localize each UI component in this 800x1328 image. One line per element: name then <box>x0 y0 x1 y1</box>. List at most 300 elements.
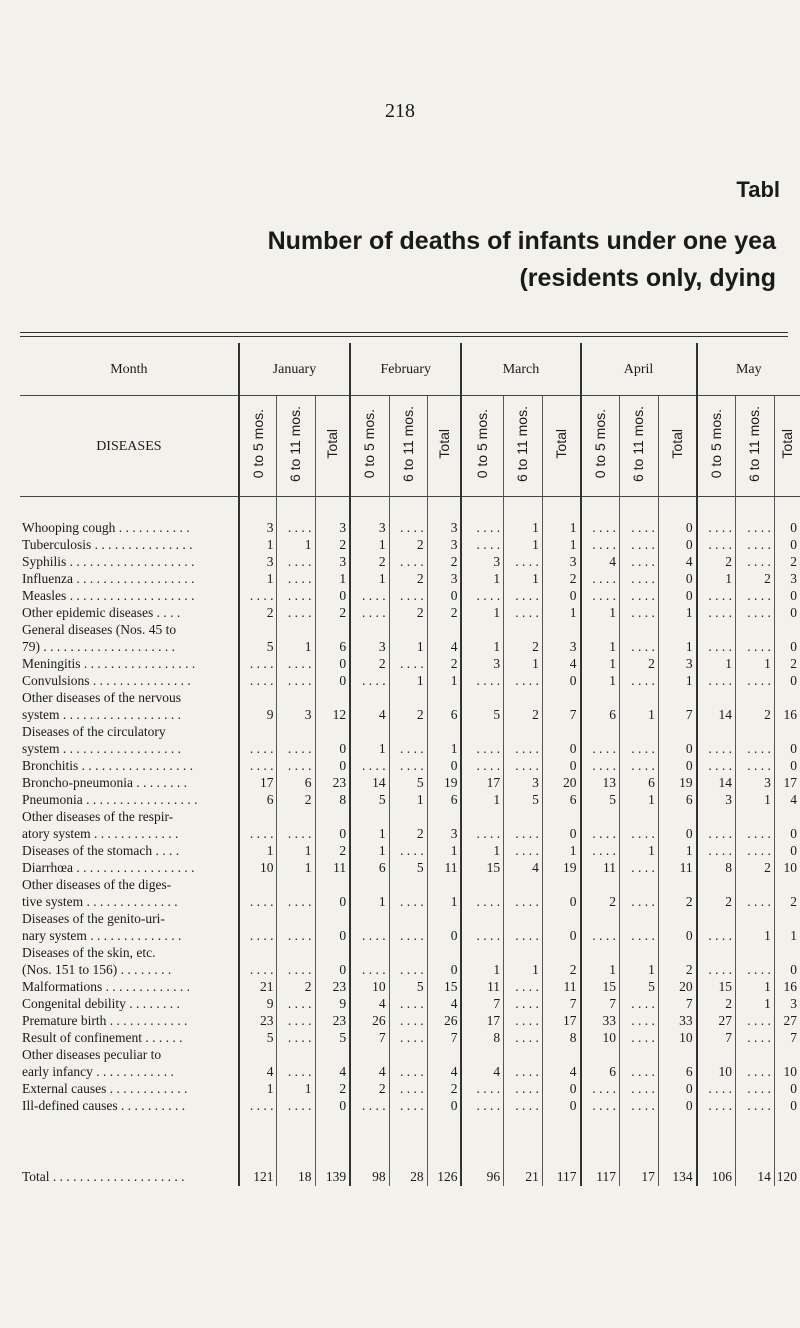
cell-value: 8 <box>461 1029 503 1046</box>
cell-value: 1 <box>581 655 620 672</box>
cell-value: . . . . <box>389 1080 427 1097</box>
cell-value: 96 <box>461 1166 503 1186</box>
sub-header-label: Total <box>552 429 569 459</box>
cell-value <box>461 876 503 893</box>
cell-value <box>620 723 659 740</box>
cell-value: 1 <box>542 536 580 553</box>
sub-header <box>581 396 620 497</box>
cell-value: 0 <box>774 587 800 604</box>
sub-header <box>504 396 543 497</box>
cell-value <box>581 910 620 927</box>
cell-value: 1 <box>697 570 736 587</box>
cell-value: 1 <box>581 604 620 621</box>
cell-value: . . . . <box>620 995 659 1012</box>
cell-value: 3 <box>277 706 315 723</box>
cell-value: 1 <box>504 536 543 553</box>
cell-value: . . . . <box>581 570 620 587</box>
cell-value: 7 <box>542 995 580 1012</box>
cell-value: . . . . <box>350 927 389 944</box>
cell-value: 15 <box>697 978 736 995</box>
cell-value: . . . . <box>239 825 277 842</box>
cell-value: 0 <box>542 757 580 774</box>
cell-value: 2 <box>350 1080 389 1097</box>
cell-value <box>389 689 427 706</box>
cell-value: . . . . <box>736 1097 775 1114</box>
cell-value: 6 <box>239 791 277 808</box>
cell-value: 0 <box>542 672 580 689</box>
cell-value <box>658 689 696 706</box>
cell-value: 3 <box>239 519 277 536</box>
cell-value: . . . . <box>389 740 427 757</box>
cell-value <box>697 944 736 961</box>
cell-value <box>774 944 800 961</box>
cell-value: 0 <box>315 587 350 604</box>
cell-value: 5 <box>504 791 543 808</box>
cell-value: . . . . <box>581 825 620 842</box>
cell-value: 1 <box>736 927 775 944</box>
cell-value <box>697 808 736 825</box>
cell-value <box>389 944 427 961</box>
cell-value: . . . . <box>389 842 427 859</box>
cell-value: . . . . <box>697 519 736 536</box>
cell-value: 5 <box>581 791 620 808</box>
cell-value: 2 <box>697 553 736 570</box>
cell-value: . . . . <box>461 927 503 944</box>
cell-value: . . . . <box>461 519 503 536</box>
sub-header <box>736 396 775 497</box>
table-row <box>20 859 800 876</box>
cell-value: . . . . <box>736 740 775 757</box>
cell-value: 15 <box>427 978 461 995</box>
cell-value: 0 <box>658 519 696 536</box>
cell-value: 10 <box>239 859 277 876</box>
cell-value: . . . . <box>620 1029 659 1046</box>
cell-value: 6 <box>427 706 461 723</box>
table-row <box>20 655 800 672</box>
cell-value: 26 <box>350 1012 389 1029</box>
sub-header <box>277 396 315 497</box>
cell-value: . . . . <box>736 842 775 859</box>
cell-value: . . . . <box>504 825 543 842</box>
cell-value: . . . . <box>350 587 389 604</box>
cell-value: 5 <box>389 859 427 876</box>
cell-value: . . . . <box>697 1080 736 1097</box>
cell-value: 15 <box>461 859 503 876</box>
cell-value <box>658 723 696 740</box>
cell-value: . . . . <box>239 655 277 672</box>
cell-value: 0 <box>542 825 580 842</box>
cell-value: . . . . <box>389 1012 427 1029</box>
cell-value: 0 <box>315 893 350 910</box>
cell-value: 2 <box>620 655 659 672</box>
cell-value: . . . . <box>620 1097 659 1114</box>
cell-value: 6 <box>658 1063 696 1080</box>
cell-value: 1 <box>427 672 461 689</box>
cell-value: 8 <box>697 859 736 876</box>
cell-value: 10 <box>774 859 800 876</box>
cell-value: 1 <box>277 859 315 876</box>
table-row <box>20 553 800 570</box>
cell-value: 0 <box>542 587 580 604</box>
cell-value <box>620 689 659 706</box>
cell-value: 117 <box>581 1166 620 1186</box>
disease-name: Diseases of the circulatory <box>20 723 239 740</box>
cell-value <box>736 1046 775 1063</box>
cell-value: 6 <box>658 791 696 808</box>
cell-value: 4 <box>461 1063 503 1080</box>
cell-value: 1 <box>461 961 503 978</box>
disease-name: Other epidemic diseases . . . . <box>20 604 239 621</box>
table-row <box>20 995 800 1012</box>
table-row <box>20 706 800 723</box>
cell-value: 2 <box>427 553 461 570</box>
cell-value: 2 <box>315 536 350 553</box>
sub-header-label: Total <box>323 429 340 459</box>
cell-value: 0 <box>774 672 800 689</box>
cell-value: . . . . <box>389 519 427 536</box>
sub-header <box>542 396 580 497</box>
table-row <box>20 1097 800 1114</box>
cell-value: . . . . <box>277 757 315 774</box>
cell-value: 1 <box>427 893 461 910</box>
cell-value: . . . . <box>504 927 543 944</box>
cell-value: . . . . <box>620 1080 659 1097</box>
cell-value: . . . . <box>620 1063 659 1080</box>
cell-value <box>461 723 503 740</box>
cell-value: 0 <box>774 536 800 553</box>
cell-value: . . . . <box>620 825 659 842</box>
cell-value: 2 <box>427 1080 461 1097</box>
table-row <box>20 961 800 978</box>
cell-value: 3 <box>427 825 461 842</box>
cell-value: . . . . <box>620 672 659 689</box>
cell-value <box>277 689 315 706</box>
table-row <box>20 944 800 961</box>
cell-value: . . . . <box>389 893 427 910</box>
cell-value: 23 <box>315 978 350 995</box>
cell-value: 17 <box>620 1166 659 1186</box>
cell-value: . . . . <box>620 859 659 876</box>
cell-value: 4 <box>350 995 389 1012</box>
cell-value: 16 <box>774 978 800 995</box>
sub-header <box>697 396 736 497</box>
cell-value: 17 <box>542 1012 580 1029</box>
cell-value: . . . . <box>736 638 775 655</box>
cell-value: 8 <box>315 791 350 808</box>
cell-value <box>277 910 315 927</box>
disease-name: system . . . . . . . . . . . . . . . . . . <box>20 706 239 723</box>
cell-value: 15 <box>581 978 620 995</box>
cell-value: . . . . <box>350 1097 389 1114</box>
cell-value: 17 <box>239 774 277 791</box>
cell-value: . . . . <box>736 825 775 842</box>
cell-value <box>774 876 800 893</box>
cell-value: 2 <box>774 553 800 570</box>
cell-value: 7 <box>697 1029 736 1046</box>
cell-value: . . . . <box>239 1097 277 1114</box>
cell-value: . . . . <box>697 757 736 774</box>
cell-value: 0 <box>658 536 696 553</box>
cell-value: 10 <box>697 1063 736 1080</box>
table-row <box>20 604 800 621</box>
cell-value: 1 <box>350 842 389 859</box>
month-header: Month <box>20 343 239 396</box>
cell-value: . . . . <box>581 740 620 757</box>
cell-value: . . . . <box>277 927 315 944</box>
cell-value <box>620 944 659 961</box>
cell-value: 1 <box>658 672 696 689</box>
cell-value <box>581 876 620 893</box>
cell-value: . . . . <box>620 587 659 604</box>
cell-value: 7 <box>658 995 696 1012</box>
cell-value: . . . . <box>389 1097 427 1114</box>
cell-value: 2 <box>427 655 461 672</box>
cell-value: 2 <box>736 570 775 587</box>
cell-value: 3 <box>542 553 580 570</box>
table-row <box>20 723 800 740</box>
cell-value: . . . . <box>736 1080 775 1097</box>
cell-value: 0 <box>315 825 350 842</box>
cell-value: . . . . <box>504 587 543 604</box>
cell-value: 6 <box>542 791 580 808</box>
cell-value: . . . . <box>736 1012 775 1029</box>
cell-value: 1 <box>350 893 389 910</box>
cell-value: . . . . <box>697 842 736 859</box>
cell-value: . . . . <box>504 553 543 570</box>
table-row <box>20 910 800 927</box>
cell-value: . . . . <box>277 1097 315 1114</box>
spacer-row <box>20 497 800 520</box>
cell-value: . . . . <box>736 1063 775 1080</box>
cell-value: . . . . <box>239 740 277 757</box>
sub-header <box>620 396 659 497</box>
cell-value: 10 <box>774 1063 800 1080</box>
cell-value <box>315 944 350 961</box>
cell-value <box>697 910 736 927</box>
cell-value: 18 <box>277 1166 315 1186</box>
cell-value <box>427 910 461 927</box>
cell-value: . . . . <box>389 995 427 1012</box>
cell-value: . . . . <box>350 672 389 689</box>
cell-value: 1 <box>620 706 659 723</box>
cell-value: . . . . <box>461 893 503 910</box>
cell-value: 6 <box>277 774 315 791</box>
cell-value: . . . . <box>504 1029 543 1046</box>
cell-value: 1 <box>620 842 659 859</box>
cell-value: . . . . <box>389 757 427 774</box>
cell-value <box>427 876 461 893</box>
cell-value: 17 <box>774 774 800 791</box>
cell-value: . . . . <box>504 604 543 621</box>
cell-value <box>504 689 543 706</box>
cell-value: 121 <box>239 1166 277 1186</box>
cell-value: 2 <box>389 604 427 621</box>
cell-value <box>697 723 736 740</box>
cell-value: 27 <box>697 1012 736 1029</box>
cell-value: 0 <box>658 825 696 842</box>
cell-value: 0 <box>658 1080 696 1097</box>
disease-name: Measles . . . . . . . . . . . . . . . . . . . <box>20 587 239 604</box>
cell-value: 0 <box>774 740 800 757</box>
disease-name: nary system . . . . . . . . . . . . . . <box>20 927 239 944</box>
cell-value: 7 <box>461 995 503 1012</box>
cell-value: . . . . <box>736 961 775 978</box>
cell-value: 2 <box>315 842 350 859</box>
cell-value <box>350 876 389 893</box>
cell-value: 1 <box>658 604 696 621</box>
cell-value <box>389 876 427 893</box>
cell-value: . . . . <box>697 672 736 689</box>
cell-value: . . . . <box>277 825 315 842</box>
cell-value <box>658 621 696 638</box>
cell-value: 1 <box>504 961 543 978</box>
cell-value: . . . . <box>697 825 736 842</box>
cell-value <box>504 944 543 961</box>
cell-value: 4 <box>239 1063 277 1080</box>
cell-value <box>697 689 736 706</box>
cell-value <box>620 1046 659 1063</box>
cell-value: 28 <box>389 1166 427 1186</box>
cell-value: 9 <box>239 706 277 723</box>
cell-value: 2 <box>736 859 775 876</box>
disease-name: Tuberculosis . . . . . . . . . . . . . . . <box>20 536 239 553</box>
table-row <box>20 791 800 808</box>
cell-value: 0 <box>658 757 696 774</box>
sub-header <box>774 396 800 497</box>
cell-value: 2 <box>350 655 389 672</box>
cell-value: 1 <box>542 604 580 621</box>
cell-value: 2 <box>277 978 315 995</box>
cell-value: 2 <box>504 706 543 723</box>
cell-value: . . . . <box>620 570 659 587</box>
cell-value: 0 <box>774 842 800 859</box>
cell-value: 2 <box>774 655 800 672</box>
cell-value: 20 <box>542 774 580 791</box>
disease-name: (Nos. 151 to 156) . . . . . . . . <box>20 961 239 978</box>
cell-value: 11 <box>461 978 503 995</box>
disease-name: General diseases (Nos. 45 to <box>20 621 239 638</box>
cell-value: . . . . <box>697 604 736 621</box>
cell-value: . . . . <box>389 553 427 570</box>
cell-value: 3 <box>315 553 350 570</box>
cell-value: 1 <box>542 842 580 859</box>
cell-value: 2 <box>697 995 736 1012</box>
cell-value <box>277 944 315 961</box>
cell-value <box>239 723 277 740</box>
cell-value: 4 <box>774 791 800 808</box>
cell-value: 1 <box>697 655 736 672</box>
cell-value: 0 <box>427 961 461 978</box>
cell-value: . . . . <box>277 553 315 570</box>
cell-value: 10 <box>350 978 389 995</box>
cell-value: 6 <box>350 859 389 876</box>
cell-value: 0 <box>542 893 580 910</box>
cell-value: 14 <box>697 706 736 723</box>
cell-value: 14 <box>350 774 389 791</box>
cell-value: 8 <box>542 1029 580 1046</box>
cell-value: 0 <box>774 1080 800 1097</box>
cell-value: 0 <box>774 1097 800 1114</box>
cell-value: 4 <box>315 1063 350 1080</box>
spacer-row <box>20 1114 800 1166</box>
cell-value: . . . . <box>277 587 315 604</box>
cell-value: 1 <box>774 927 800 944</box>
cell-value: . . . . <box>620 638 659 655</box>
cell-value <box>277 808 315 825</box>
table-row <box>20 621 800 638</box>
cell-value: . . . . <box>239 893 277 910</box>
cell-value: . . . . <box>277 1012 315 1029</box>
disease-name: Bronchitis . . . . . . . . . . . . . . . . . <box>20 757 239 774</box>
cell-value: . . . . <box>504 757 543 774</box>
cell-value: . . . . <box>697 587 736 604</box>
cell-value: 12 <box>315 706 350 723</box>
cell-value: 19 <box>542 859 580 876</box>
cell-value: . . . . <box>581 927 620 944</box>
cell-value: 0 <box>542 1097 580 1114</box>
cell-value <box>461 689 503 706</box>
cell-value: 3 <box>350 519 389 536</box>
table-row <box>20 876 800 893</box>
disease-name: 79) . . . . . . . . . . . . . . . . . . . . <box>20 638 239 655</box>
cell-value <box>697 1046 736 1063</box>
cell-value: 1 <box>277 842 315 859</box>
disease-name: Other diseases of the diges- <box>20 876 239 893</box>
cell-value: 6 <box>581 706 620 723</box>
table-row <box>20 1029 800 1046</box>
cell-value: 19 <box>427 774 461 791</box>
cell-value: . . . . <box>504 1063 543 1080</box>
cell-value: 134 <box>658 1166 696 1186</box>
cell-value: . . . . <box>697 927 736 944</box>
disease-name: Total . . . . . . . . . . . . . . . . . . . . <box>20 1166 239 1186</box>
cell-value <box>774 1046 800 1063</box>
table-row <box>20 1063 800 1080</box>
disease-name: atory system . . . . . . . . . . . . . <box>20 825 239 842</box>
table-row <box>20 808 800 825</box>
disease-name: Result of confinement . . . . . . <box>20 1029 239 1046</box>
cell-value: . . . . <box>504 740 543 757</box>
cell-value: 3 <box>736 774 775 791</box>
cell-value: . . . . <box>581 1097 620 1114</box>
cell-value: 1 <box>620 961 659 978</box>
cell-value <box>350 621 389 638</box>
cell-value <box>542 944 580 961</box>
table-row <box>20 519 800 536</box>
table-row <box>20 672 800 689</box>
cell-value <box>581 808 620 825</box>
cell-value: . . . . <box>736 672 775 689</box>
cell-value: 1 <box>658 842 696 859</box>
cell-value: 1 <box>581 638 620 655</box>
cell-value: 0 <box>315 672 350 689</box>
cell-value: 0 <box>315 757 350 774</box>
cell-value: 6 <box>620 774 659 791</box>
cell-value: 3 <box>350 638 389 655</box>
cell-value: 0 <box>315 655 350 672</box>
cell-value: 27 <box>774 1012 800 1029</box>
cell-value: 17 <box>461 774 503 791</box>
cell-value: . . . . <box>581 519 620 536</box>
table-title: Number of deaths of infants under one yea <box>267 227 776 255</box>
top-rule-double <box>20 336 788 337</box>
cell-value <box>504 910 543 927</box>
cell-value <box>389 621 427 638</box>
table-row <box>20 1166 800 1186</box>
cell-value: 0 <box>774 604 800 621</box>
cell-value: 1 <box>461 570 503 587</box>
cell-value: 21 <box>239 978 277 995</box>
